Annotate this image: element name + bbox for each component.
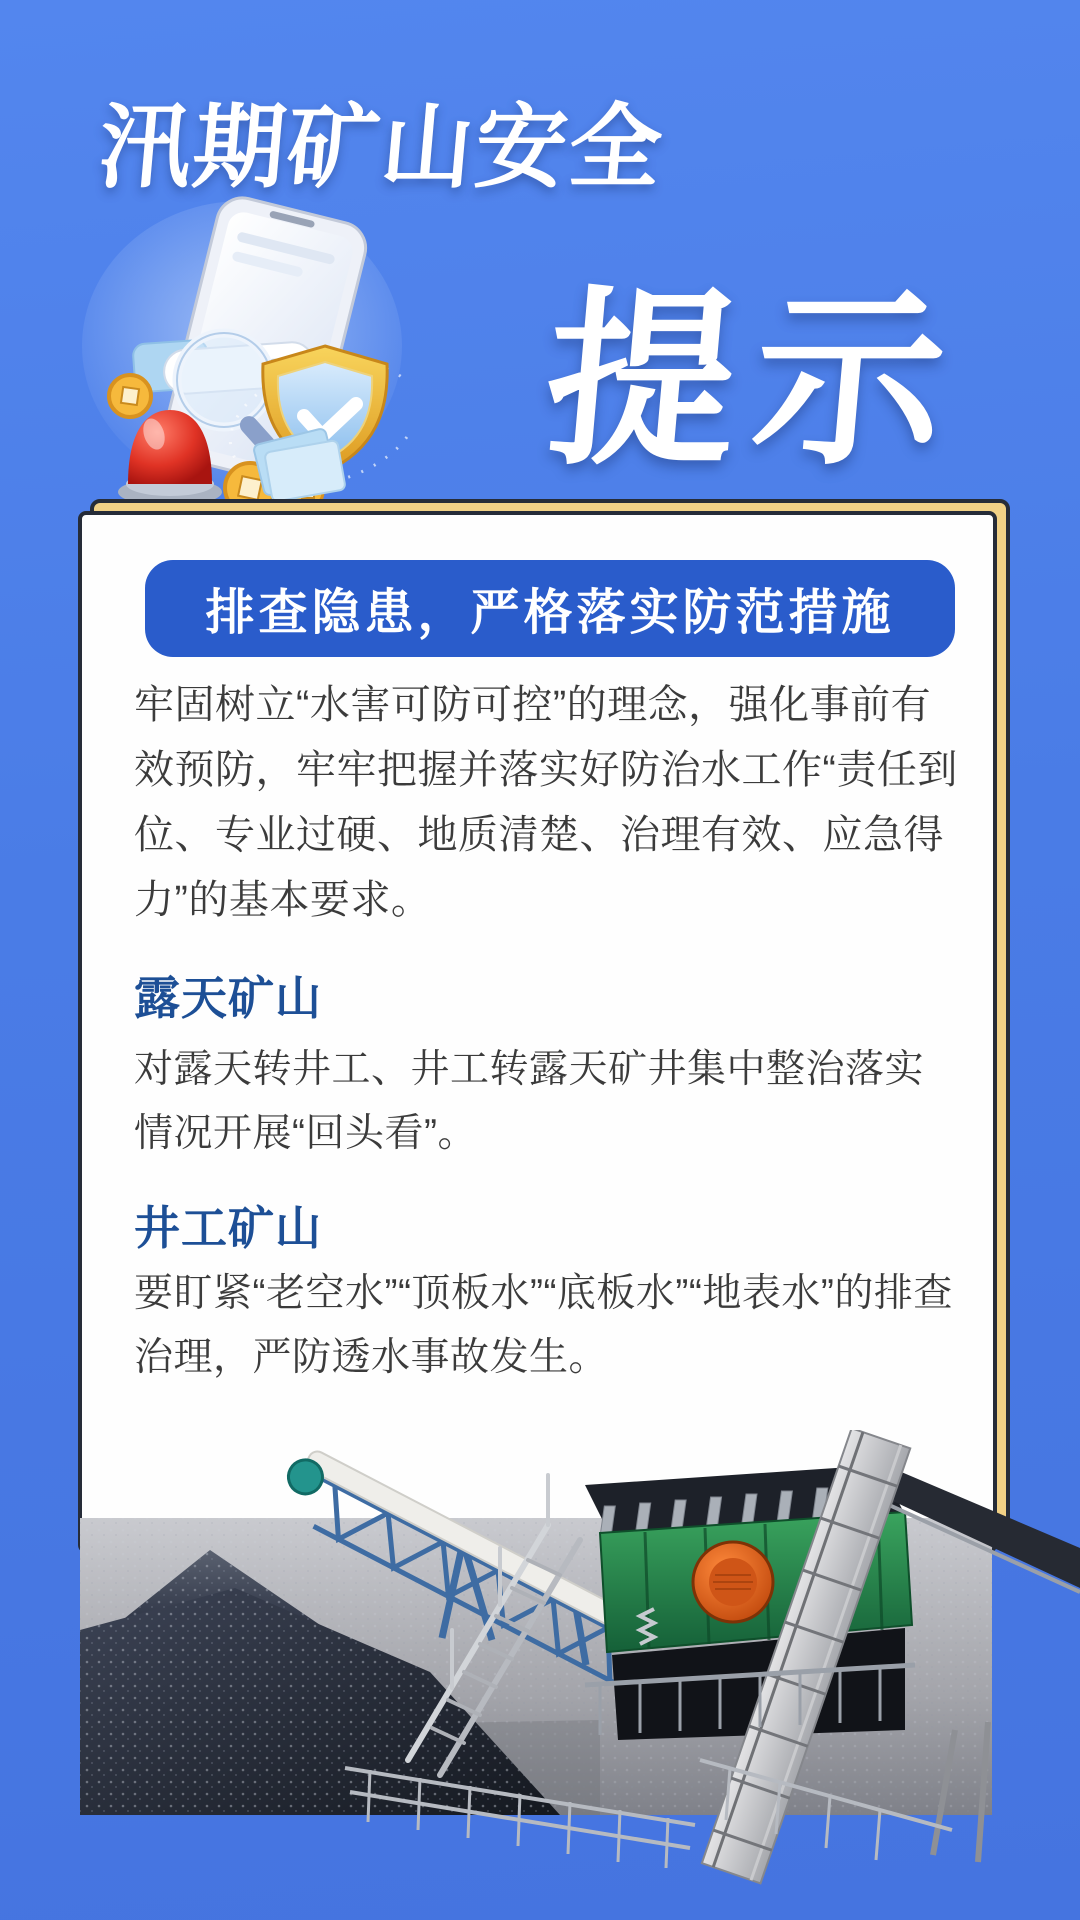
mining-equipment-photo xyxy=(0,1430,1080,1900)
section-heading-open-pit: 露天矿山 xyxy=(134,972,322,1024)
content-card xyxy=(78,511,997,1553)
section-body-underground: 要盯紧“老空水”“顶板水”“底板水”“地表水”的排查治理，严防透水事故发生。 xyxy=(134,1272,953,1379)
phone-search-shield-illustration xyxy=(72,196,408,516)
section-heading-underground: 井工矿山 xyxy=(134,1202,322,1254)
page-title: 汛期矿山安全 xyxy=(94,97,668,199)
section-banner: 排查隐患，严格落实防范措施 xyxy=(145,560,955,657)
section-body-open-pit: 对露天转井工、井工转露天矿井集中整治落实情况开展“回头看”。 xyxy=(134,1048,925,1155)
intro-paragraph: 牢固树立“水害可防可控”的理念，强化事前有效预防，牢牢把握并落实好防治水工作“责任到位、专业过硬、地质清楚、治理有效、应急得力”的基本要求。 xyxy=(134,683,958,922)
page-subtitle: 提示 xyxy=(537,275,972,487)
